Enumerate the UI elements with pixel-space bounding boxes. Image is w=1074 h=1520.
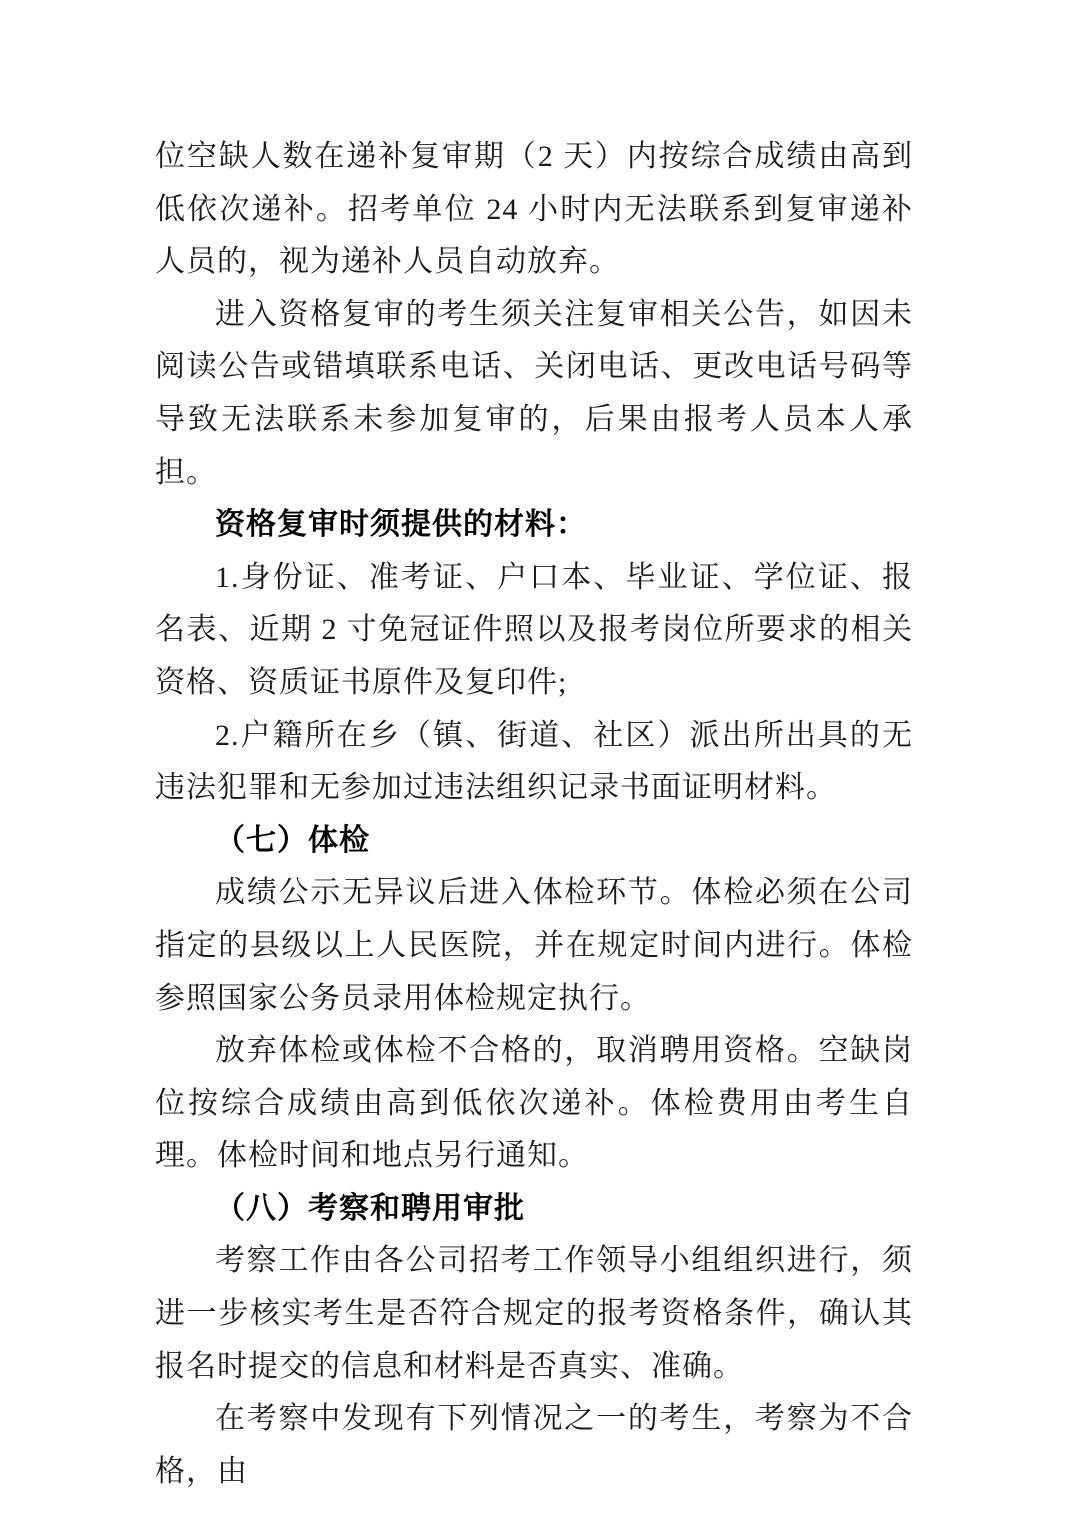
section-heading: （八）考察和聘用审批 (215, 1191, 525, 1225)
paragraph: 在考察中发现有下列情况之一的考生，考察为不合格，由 (155, 1402, 913, 1488)
section-heading: （七）体检 (215, 823, 370, 857)
document-body (155, 131, 913, 1498)
paragraph: 考察工作由各公司招考工作领导小组组织进行，须进一步核实考生是否符合规定的报考资格条件，确认其报名时提交的信息和材料是否真实、准确。 (155, 1244, 913, 1383)
paragraph: 1.身份证、准考证、户口本、毕业证、学位证、报名表、近期 2 寸免冠证件照以及报考岗位所要求的相关资格、资质证书原件及复印件; (155, 560, 913, 699)
paragraph: 2.户籍所在乡（镇、街道、社区）派出所出具的无违法犯罪和无参加过违法组织记录书面证明材料。 (155, 718, 913, 805)
section-heading: 资格复审时须提供的材料： (215, 508, 587, 542)
paragraph: 位空缺人数在递补复审期（2 天）内按综合成绩由高到低依次递补。招考单位 24 小时内无法联系到复审递补人员的，视为递补人员自动放弃。 (155, 140, 913, 279)
paragraph: 放弃体检或体检不合格的，取消聘用资格。空缺岗位按综合成绩由高到低依次递补。体检费用由考生自理。体检时间和地点另行通知。 (155, 1034, 913, 1173)
paragraph: 成绩公示无异议后进入体检环节。体检必须在公司指定的县级以上人民医院，并在规定时间内进行。体检参照国家公务员录用体检规定执行。 (155, 876, 913, 1015)
paragraph: 进入资格复审的考生须关注复审相关公告，如因未阅读公告或错填联系电话、关闭电话、更改电话号码等导致无法联系未参加复审的，后果由报考人员本人承担。 (155, 297, 913, 489)
